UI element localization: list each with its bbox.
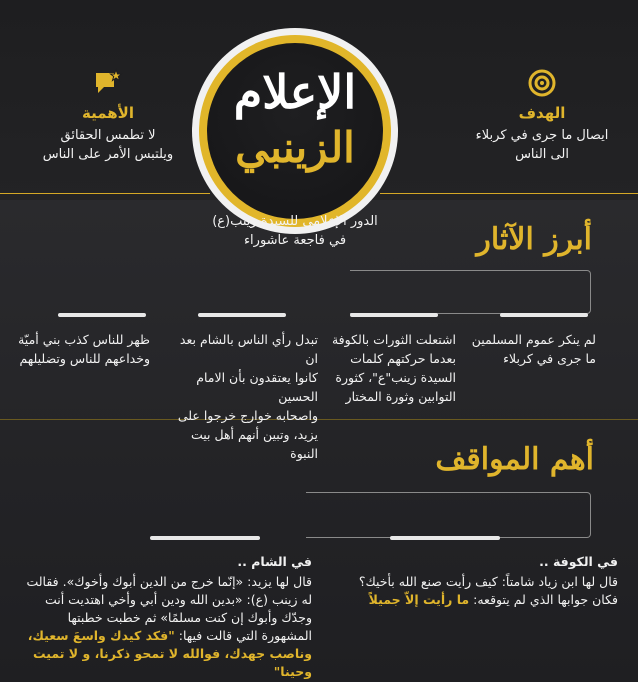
importance-block	[18, 68, 198, 164]
divider-left	[0, 193, 210, 194]
effects-bracket	[350, 270, 591, 314]
positions-heading: أهم المواقف	[435, 442, 594, 477]
title-line-2: الزينبي	[235, 123, 355, 172]
divider-mid	[0, 419, 638, 420]
title-line-1: الإعلام	[233, 65, 357, 119]
effect-item-4: ظهر للناس كذب بني أميّة وخداعهم للناس وتضليلهم	[18, 332, 150, 366]
effect-bar-1	[500, 313, 588, 317]
divider-right	[380, 193, 638, 194]
effect-bar-4	[58, 313, 146, 317]
sham-label: في الشام ..	[237, 554, 312, 569]
importance-text: لا تطمس الحقائق ويلتبس الأمر على الناس	[42, 128, 174, 162]
kufa-label: في الكوفة ..	[539, 554, 618, 569]
kufa-block: في الكوفة .. قال لها ابن زياد شامتاً: كيف رأيت صنع الله بأخيك؟ فكان جوابها الذي لم يتوقعه: ما رأيت إلاّ جميلاً	[338, 553, 618, 609]
importance-title: الأهمية	[82, 104, 134, 122]
message-star-icon	[93, 68, 123, 98]
kufa-bar	[390, 536, 500, 540]
sham-quote-2: وناصب جهدك، فوالله لا تمحو ذكرنا، و لا تميت وحينا"	[33, 646, 312, 679]
effects-heading: أبرز الآثار	[476, 222, 592, 257]
goal-title: الهدف	[518, 104, 566, 122]
effect-item-2: اشتعلت الثورات بالكوفة بعدما حركتهم كلمات السيدة زينب"ع"، كثورة التوابين وثورة المختار	[331, 332, 456, 404]
medallion-subtitle: الدور الإعلامي للسيدة زينب(ع) في فاجعة عاشوراء	[212, 214, 378, 248]
effect-bar-2	[350, 313, 438, 317]
effect-item-3: تبدل رأي الناس بالشام بعد ان كانوا يعتقدون بأن الامام الحسين واصحابه خوارج خرجوا على يزيد، وتبين أنهم أهل بيت النبوة	[177, 332, 318, 461]
kufa-quote: ما رأيت إلاّ جميلاً	[368, 592, 470, 607]
sham-quote-1: "فكد كيدك واسعَ سعيك،	[27, 628, 175, 643]
target-icon	[527, 68, 557, 98]
sham-block: في الشام .. قال لها يزيد: «إنّما خرج من الدين أبوك وأخوك». فقالت له زينب (ع): «بدين الله ودين أبي وأخي اهتديت أنت وجدّك وأبوك إن كنت مسلمًا» ثم خطبت خطبتها المشهورة التي قالت فيها: "فكد كيدك واسعَ سعيك، وناصب جهدك، فوالله لا تمحو ذكرنا، و لا تميت وحينا"	[14, 553, 312, 681]
effect-item-1: لم ينكر عموم المسلمين ما جرى في كربلاء	[471, 332, 596, 366]
goal-block	[452, 68, 632, 164]
goal-text: ايصال ما جرى في كربلاء الى الناس	[475, 128, 609, 162]
sham-bar	[150, 536, 260, 540]
effect-bar-3	[198, 313, 286, 317]
positions-bracket	[306, 492, 591, 538]
